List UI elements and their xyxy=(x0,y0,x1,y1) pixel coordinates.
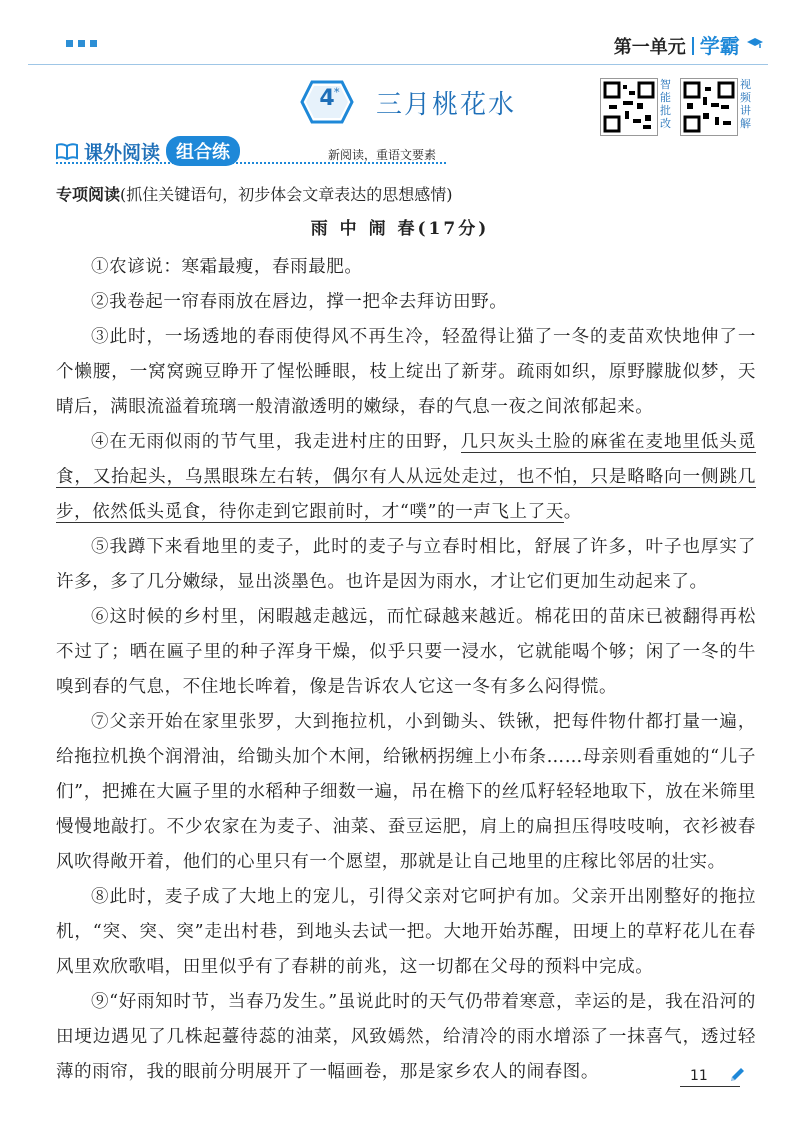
book-icon xyxy=(56,142,78,160)
topic-desc: (抓住关键语句，初步体会文章表达的思想感情) xyxy=(120,185,453,204)
paragraph-4 xyxy=(56,425,756,530)
section-pill: 组合练 xyxy=(166,136,240,166)
lesson-heading xyxy=(300,80,516,124)
paragraph-5: ⑤我蹲下来看地里的麦子，此时的麦子与立春时相比，舒展了许多，叶子也厚实了许多，多了几分嫩绿，显出淡墨色。也许是因为雨水，才让它们更加生动起来了。 xyxy=(56,537,756,592)
topic-label: 专项阅读 xyxy=(56,185,121,204)
graduation-cap-icon xyxy=(746,37,764,51)
unit-label: 第一单元 xyxy=(613,37,686,58)
qr-label-video: 视频讲解 xyxy=(740,78,751,130)
section-title: 课外阅读 xyxy=(84,141,161,164)
paragraph-9: ⑨“好雨知时节，当春乃发生。”虽说此时的天气仍带着寒意，幸运的是，我在沿河的田埂边遇见了几株起薹待蕊的油菜，风致嫣然，给清冷的雨水增添了一抹喜气，透过轻薄的雨帘，我的眼前分明展开了一幅画卷，那是家乡农人的闹春图。 xyxy=(56,992,756,1082)
paragraph-8: ⑧此时，麦子成了大地上的宠儿，引得父亲对它呵护有加。父亲开出刚整好的拖拉机，“突、突、突”走出村巷，到地头去试一把。大地开始苏醒，田埂上的草籽花儿在春风里欢欣歌唱，田里似乎有了春耕的前兆，这一切都在父母的预料中完成。 xyxy=(56,887,756,977)
lesson-number-badge xyxy=(300,80,354,124)
paragraph-1: ①农谚说：寒霜最瘦，春雨最肥。 xyxy=(91,257,363,277)
qr-code-icon[interactable] xyxy=(600,78,658,136)
page-header xyxy=(0,0,800,70)
lesson-star: * xyxy=(334,86,340,99)
paragraph-2: ②我卷起一帘春雨放在唇边，撑一把伞去拜访田野。 xyxy=(91,292,508,312)
unit-title xyxy=(614,30,764,59)
paragraph-6: ⑥这时候的乡村里，闲暇越走越远，而忙碌越来越近。棉花田的苗床已被翻得再松不过了；晒在匾子里的种子浑身干燥，似乎只要一浸水，它就能喝个够；闲了一冬的牛嗅到春的气息，不住地长哞着，像是告诉农人它这一冬有多么闷得慌。 xyxy=(56,607,756,697)
paragraph-4-end: 。 xyxy=(563,502,582,522)
article-title: 雨 中 闹 春(17分) xyxy=(310,219,490,239)
paragraph-3: ③此时，一场透地的春雨使得风不再生冷，轻盈得让猫了一冬的麦苗欢快地伸了一个懒腰，一窝窝豌豆睁开了惺忪睡眼，枝上绽出了新芽。疏雨如织，原野朦胧似梦，天晴后，满眼流溢着琉璃一般清澈透明的嫩绿，春的气息一夜之间浓郁起来。 xyxy=(56,327,756,417)
article-body xyxy=(56,250,756,1090)
underlined-sentence: 几只灰头土脸的麻雀在麦地里低头觅食，又抬起头，乌黑眼珠左右转，偶尔有人从远处走过，也不怕，只是略略向一侧跳几步，依然低头觅食，待你走到它跟前时，才“噗”的一声飞上了天 xyxy=(56,432,756,522)
brand-logo: 学霸 xyxy=(699,34,740,58)
qr-code-icon[interactable] xyxy=(680,78,738,136)
paragraph-4-start: ④在无雨似雨的节气里，我走进村庄的田野， xyxy=(91,432,461,452)
paragraph-7: ⑦父亲开始在家里张罗，大到拖拉机，小到锄头、铁锹，把每件物什都打量一遍，给拖拉机换个润滑油，给锄头加个木闸，给锹柄拐缠上小布条……母亲则看重她的“儿子们”，把摊在大匾子里的水稻种子细数一遍，吊在檐下的丝瓜籽轻轻地取下，放在米筛里慢慢地敲打。不少农家在为麦子、油菜、蚕豆运肥，肩上的扁担压得吱吱响，衣衫被春风吹得敞开着，他们的心里只有一个愿望，那就是让自己地里的庄稼比邻居的壮实。 xyxy=(56,712,756,872)
section-note: 新阅读，重语文要素 xyxy=(328,148,437,162)
page-number: 11 xyxy=(690,1068,708,1084)
pencil-icon xyxy=(728,1066,746,1084)
page-number-rule xyxy=(680,1086,740,1087)
lesson-number: 4 xyxy=(319,86,335,111)
header-dots xyxy=(66,40,97,47)
qr-label-grading: 智能批改 xyxy=(660,78,671,130)
section-divider xyxy=(56,162,446,164)
topic-line xyxy=(56,182,453,205)
lesson-title: 三月桃花水 xyxy=(376,89,517,120)
